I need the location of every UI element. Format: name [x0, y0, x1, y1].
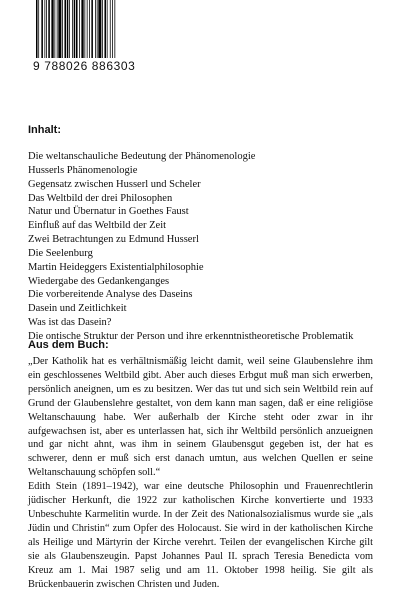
barcode-bar	[54, 0, 55, 58]
toc-item: Gegensatz zwischen Husserl und Scheler	[28, 178, 201, 190]
about-heading: Aus dem Buch:	[28, 339, 109, 351]
barcode-bar	[48, 0, 50, 58]
inhalt-heading: Inhalt:	[28, 124, 61, 136]
book-quote: „Der Katholik hat es verhältnismäßig leicht damit, weil seine Glaubenslehre ihm ein geschlossenes Weltbild gibt. Aber auch dieses Erbgut muß man sich erwerben, persönlich aneignen, um es zu besitzen. Wer das tut und sich sein Weltbild rein auf Grund der Glaubenslehre gestaltet, von dem kann man sagen, daß er eine religiöse Weltanschauung habe. Wer außerhalb der Kirche steht oder zwar in ihr aufgewachsen ist, aber es unterlassen hat, sich ihr Weltbild persönlich anzueignen und gar nicht ahnt, was ihm in seinem Glaubensgut gegeben ist, der hat es schwerer, denn er muß sich erst danach umtun, aus welchen Quellen er seine Weltanschauung schöpfen soll.“	[28, 356, 373, 479]
barcode-bar	[72, 0, 73, 58]
about-text	[28, 355, 373, 591]
toc-item: Die Seelenburg	[28, 247, 93, 259]
barcode-bar	[76, 0, 78, 58]
barcode-bar	[98, 0, 101, 58]
barcode-bar	[69, 0, 70, 58]
toc-item: Dasein und Zeitlichkeit	[28, 303, 127, 315]
barcode-digits: 9 788026 886303	[33, 59, 136, 73]
barcode-bar	[79, 0, 80, 58]
barcode-bar	[62, 0, 63, 58]
barcode-bar	[38, 0, 39, 58]
barcode-bar	[41, 0, 43, 58]
barcode-bar	[81, 0, 83, 58]
barcode-bar	[64, 0, 66, 58]
barcode-bar	[46, 0, 47, 58]
barcode-bar	[104, 0, 106, 58]
barcode-bar	[44, 0, 45, 58]
toc-item: Husserls Phänomenologie	[28, 164, 138, 176]
barcode-bar	[97, 0, 98, 58]
barcode-bars	[33, 0, 119, 60]
barcode-bar	[112, 0, 113, 58]
barcode-bar	[87, 0, 88, 58]
barcode-bar	[57, 0, 58, 58]
barcode-bar	[107, 0, 108, 58]
author-bio: Edith Stein (1891–1942), war eine deutsche Philosophin und Frauenrechtlerin jüdischer Herkunft, die 1922 zur katholischen Kirche konvertierte und 1933 Unbeschuhte Karmelitin wurde. In der Zeit des Nationalsozialismus wurde sie „als Jüdin und Christin“ zum Opfer des Holocaust. Sie wird in der katholischen Kirche als Heilige und Märtyrin der Kirche verehrt. Teilen der evangelischen Kirche gilt sie als Glaubenszeugin. Papst Johannes Paul II. sprach Teresia Benedicta vom Kreuz am 1. Mai 1987 selig und am 11. Oktober 1998 heilig. Sie gilt als Brückenbauerin zwischen Christen und Juden.	[28, 481, 373, 590]
barcode-bar	[36, 0, 38, 58]
table-of-contents	[28, 150, 378, 344]
toc-item: Wiedergabe des Gedankenganges	[28, 275, 170, 287]
toc-item: Einfluß auf das Weltbild der Zeit	[28, 220, 167, 232]
barcode-bar	[51, 0, 53, 58]
toc-item: Zwei Betrachtungen zu Edmund Husserl	[28, 234, 199, 246]
toc-item: Das Weltbild der drei Philosophen	[28, 192, 173, 204]
barcode-bar	[58, 0, 61, 58]
barcode-bar	[95, 0, 96, 58]
toc-item: Die vorbereitende Analyse des Daseins	[28, 289, 193, 301]
barcode-bar	[67, 0, 69, 58]
toc-item: Martin Heideggers Existentialphilosophie	[28, 261, 204, 273]
toc-item: Was ist das Dasein?	[28, 317, 112, 329]
toc-item: Natur und Übernatur in Goethes Faust	[28, 206, 189, 218]
isbn-barcode	[33, 0, 136, 83]
barcode-bar	[89, 0, 90, 58]
toc-item: Die weltanschauliche Bedeutung der Phänomenologie	[28, 151, 256, 162]
barcode-bar	[91, 0, 93, 58]
toc-item: Die ontische Struktur der Person und ihre erkenntnistheoretische Problematik	[28, 330, 354, 342]
barcode-bar	[114, 0, 115, 58]
barcode-bar	[110, 0, 111, 58]
barcode-bar	[102, 0, 103, 58]
barcode-bar	[74, 0, 76, 58]
barcode-bar	[84, 0, 85, 58]
